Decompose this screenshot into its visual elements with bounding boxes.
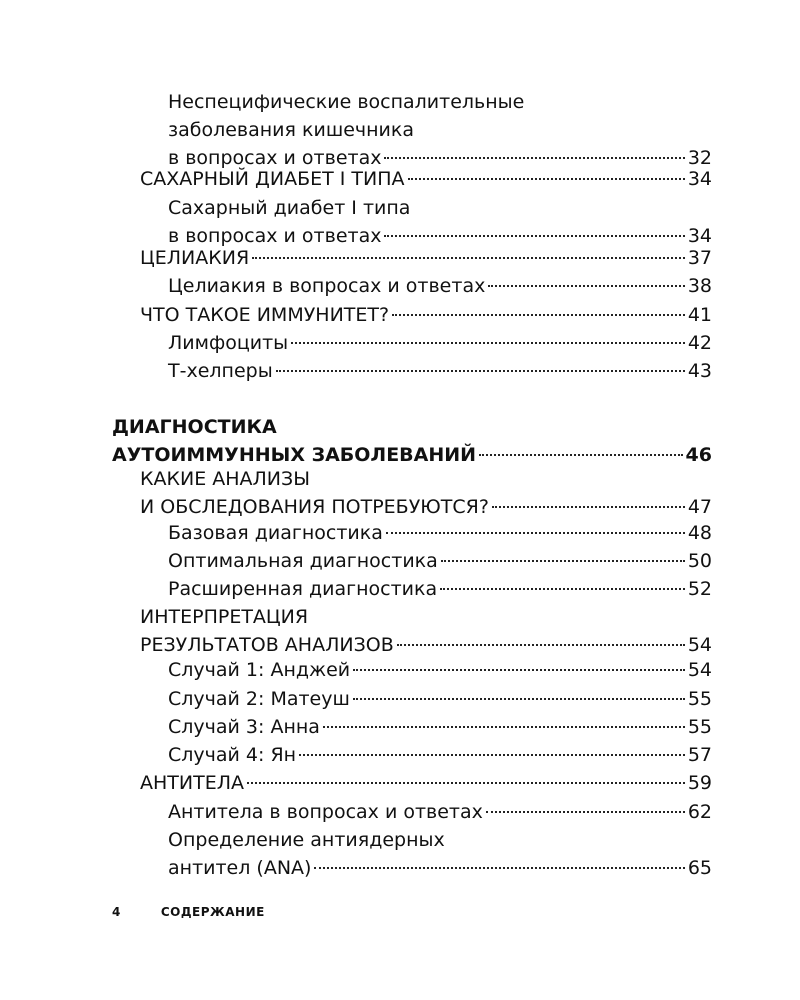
toc-page-number: 55 xyxy=(687,716,712,738)
toc-entry xyxy=(168,357,712,385)
toc-entry-title-line: Определение антиядерных xyxy=(168,829,445,851)
dot-leader xyxy=(291,342,685,344)
dot-leader xyxy=(252,257,685,259)
toc-entry-title-line: КАКИЕ АНАЛИЗЫ xyxy=(140,468,310,490)
toc-page-number: 52 xyxy=(687,578,712,600)
dot-leader xyxy=(276,370,685,372)
toc-entry xyxy=(168,547,712,575)
toc-entry xyxy=(140,465,712,521)
toc-entry-title-line: Неспецифические воспалительные xyxy=(168,91,525,113)
toc-entry xyxy=(168,194,712,250)
toc-page-number: 41 xyxy=(687,304,712,326)
toc-page-number: 62 xyxy=(687,801,712,823)
dot-leader xyxy=(441,560,685,562)
dot-leader xyxy=(384,157,684,159)
toc-entry xyxy=(168,656,712,684)
toc-entry-title-line: Случай 2: Матеуш xyxy=(168,688,350,710)
page-footer xyxy=(112,905,265,919)
dot-leader xyxy=(353,698,685,700)
dot-leader xyxy=(486,811,685,813)
toc-page-number: 65 xyxy=(687,857,712,879)
toc-entry-title-line: Случай 1: Анджей xyxy=(168,659,351,681)
footer-page-number: 4 xyxy=(112,905,121,919)
toc-entry-title-line: Сахарный диабет I типа xyxy=(168,197,411,219)
toc-entry xyxy=(168,88,712,172)
toc-entry xyxy=(168,741,712,769)
toc-entry xyxy=(140,165,712,193)
dot-leader xyxy=(492,506,685,508)
toc-entry xyxy=(168,798,712,826)
toc-page-number: 43 xyxy=(687,360,712,382)
toc-entry-title-line: Расширенная диагностика xyxy=(168,578,438,600)
toc-entry xyxy=(140,244,712,272)
toc-entry xyxy=(168,826,712,882)
toc-page-number: 47 xyxy=(687,496,712,518)
toc-entry-title-line: Антитела в вопросах и ответах xyxy=(168,801,483,823)
dot-leader xyxy=(314,867,684,869)
toc-entry-title-line: ИНТЕРПРЕТАЦИЯ xyxy=(140,606,309,628)
dot-leader xyxy=(299,754,685,756)
toc-page-number: 38 xyxy=(687,275,712,297)
toc-page-number: 59 xyxy=(687,772,712,794)
toc-entry-title-line: Целиакия в вопросах и ответах xyxy=(168,275,486,297)
toc-page-number: 37 xyxy=(687,247,712,269)
dot-leader xyxy=(397,644,685,646)
toc-entry-title-line: САХАРНЫЙ ДИАБЕТ I ТИПА xyxy=(140,168,405,190)
toc-entry-title-line: Случай 4: Ян xyxy=(168,744,297,766)
toc-page-number: 34 xyxy=(687,168,712,190)
toc-page-number: 48 xyxy=(687,522,712,544)
toc-section-heading xyxy=(112,413,712,469)
toc-entry-title-line: Базовая диагностика xyxy=(168,522,383,544)
toc-entry xyxy=(168,519,712,547)
dot-leader xyxy=(353,669,685,671)
toc-entry xyxy=(168,713,712,741)
toc-entry-title-line: Т-хелперы xyxy=(168,360,273,382)
toc-entry-title-line: ЧТО ТАКОЕ ИММУНИТЕТ? xyxy=(140,304,390,326)
toc-entry xyxy=(140,769,712,797)
toc-entry-title-line: ЦЕЛИАКИЯ xyxy=(140,247,250,269)
toc-entry xyxy=(140,603,712,659)
toc-page-number: 34 xyxy=(687,225,712,247)
dot-leader xyxy=(408,178,685,180)
toc-entry-title-line: Случай 3: Анна xyxy=(168,716,320,738)
dot-leader xyxy=(323,726,685,728)
dot-leader xyxy=(488,285,684,287)
dot-leader xyxy=(247,782,685,784)
footer-section-title: СОДЕРЖАНИЕ xyxy=(160,905,265,919)
toc-entry-title-line: АУТОИММУННЫХ ЗАБОЛЕВАНИЙ xyxy=(112,444,477,466)
toc-page-number: 46 xyxy=(685,444,712,466)
toc-page-number: 54 xyxy=(687,659,712,681)
dot-leader xyxy=(392,314,685,316)
toc-entry-title-line: в вопросах и ответах xyxy=(168,147,382,169)
toc-entry-title-line: РЕЗУЛЬТАТОВ АНАЛИЗОВ xyxy=(140,634,394,656)
toc-entry xyxy=(168,272,712,300)
toc-entry xyxy=(140,301,712,329)
toc-entry-title-line: заболевания кишечника xyxy=(168,119,415,141)
toc-page-number: 42 xyxy=(687,332,712,354)
dot-leader xyxy=(384,235,684,237)
toc-entry-title-line: И ОБСЛЕДОВАНИЯ ПОТРЕБУЮТСЯ? xyxy=(140,496,489,518)
toc-entry xyxy=(168,575,712,603)
toc-entry-title-line: АНТИТЕЛА xyxy=(140,772,244,794)
toc-page-number: 54 xyxy=(687,634,712,656)
toc-entry xyxy=(168,685,712,713)
toc-entry-title-line: антител (ANA) xyxy=(168,857,312,879)
toc-page-number: 32 xyxy=(687,147,712,169)
dot-leader xyxy=(479,454,682,456)
toc-page-number: 55 xyxy=(687,688,712,710)
dot-leader xyxy=(440,588,685,590)
dot-leader xyxy=(386,532,685,534)
toc-entry-title-line: Лимфоциты xyxy=(168,332,289,354)
toc-entry-title-line: в вопросах и ответах xyxy=(168,225,382,247)
toc-page-number: 57 xyxy=(687,744,712,766)
toc-entry-title-line: ДИАГНОСТИКА xyxy=(112,416,277,438)
toc-page-number: 50 xyxy=(687,550,712,572)
toc-entry-title-line: Оптимальная диагностика xyxy=(168,550,438,572)
toc-entry xyxy=(168,329,712,357)
